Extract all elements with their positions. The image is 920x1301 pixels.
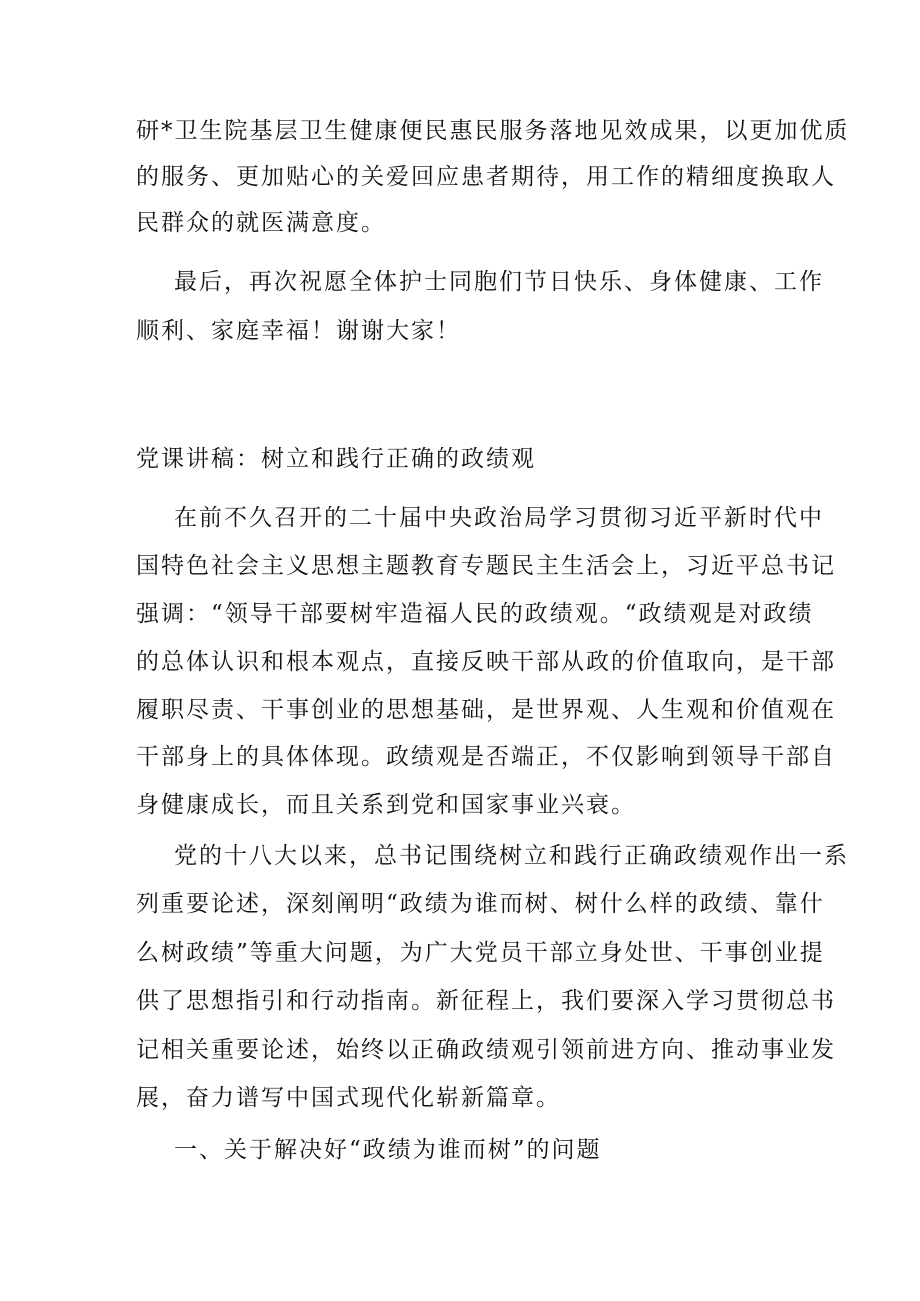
text-line: 民群众的就医满意度。 [136, 210, 386, 236]
text-line: 国特色社会主义思想主题教育专题民主生活会上，习近平总书记 [136, 553, 836, 579]
text-line: 的服务、更加贴心的关爱回应患者期待，用工作的精细度换取人 [136, 164, 836, 190]
text-line: 在前不久召开的二十届中央政治局学习贯彻习近平新时代中 [174, 505, 824, 531]
text-line: 供了思想指引和行动指南。新征程上，我们要深入学习贯彻总书 [136, 988, 836, 1014]
text-line: 党的十八大以来，总书记围绕树立和践行正确政绩观作出一系 [174, 843, 849, 869]
text-line: 最后，再次祝愿全体护士同胞们节日快乐、身体健康、工作 [174, 269, 824, 295]
section-heading: 一、关于解决好“政绩为谁而树”的问题 [174, 1137, 602, 1163]
text-line: 履职尽责、干事创业的思想基础，是世界观、人生观和价值观在 [136, 697, 836, 723]
text-line: 记相关重要论述，始终以正确政绩观引领前进方向、推动事业发 [136, 1037, 836, 1063]
text-line: 干部身上的具体体现。政绩观是否端正，不仅影响到领导干部自 [136, 744, 836, 770]
text-line: 身健康成长，而且关系到党和国家事业兴衰。 [136, 792, 636, 818]
text-line: 展，奋力谱写中国式现代化崭新篇章。 [136, 1085, 561, 1111]
text-line: 强调：“领导干部要树牢造福人民的政绩观。“政绩观是对政绩 [136, 601, 814, 627]
document-title: 党课讲稿：树立和践行正确的政绩观 [136, 446, 536, 472]
text-line: 列重要论述，深刻阐明“政绩为谁而树、树什么样的政绩、靠什 [136, 891, 825, 917]
text-line: 研*卫生院基层卫生健康便民惠民服务落地见效成果，以更加优质 [136, 118, 850, 144]
text-line: 顺利、家庭幸福！谢谢大家！ [136, 318, 461, 344]
text-line: 么树政绩”等重大问题，为广大党员干部立身处世、干事创业提 [136, 940, 825, 966]
text-line: 的总体认识和根本观点，直接反映干部从政的价值取向，是干部 [136, 649, 836, 675]
